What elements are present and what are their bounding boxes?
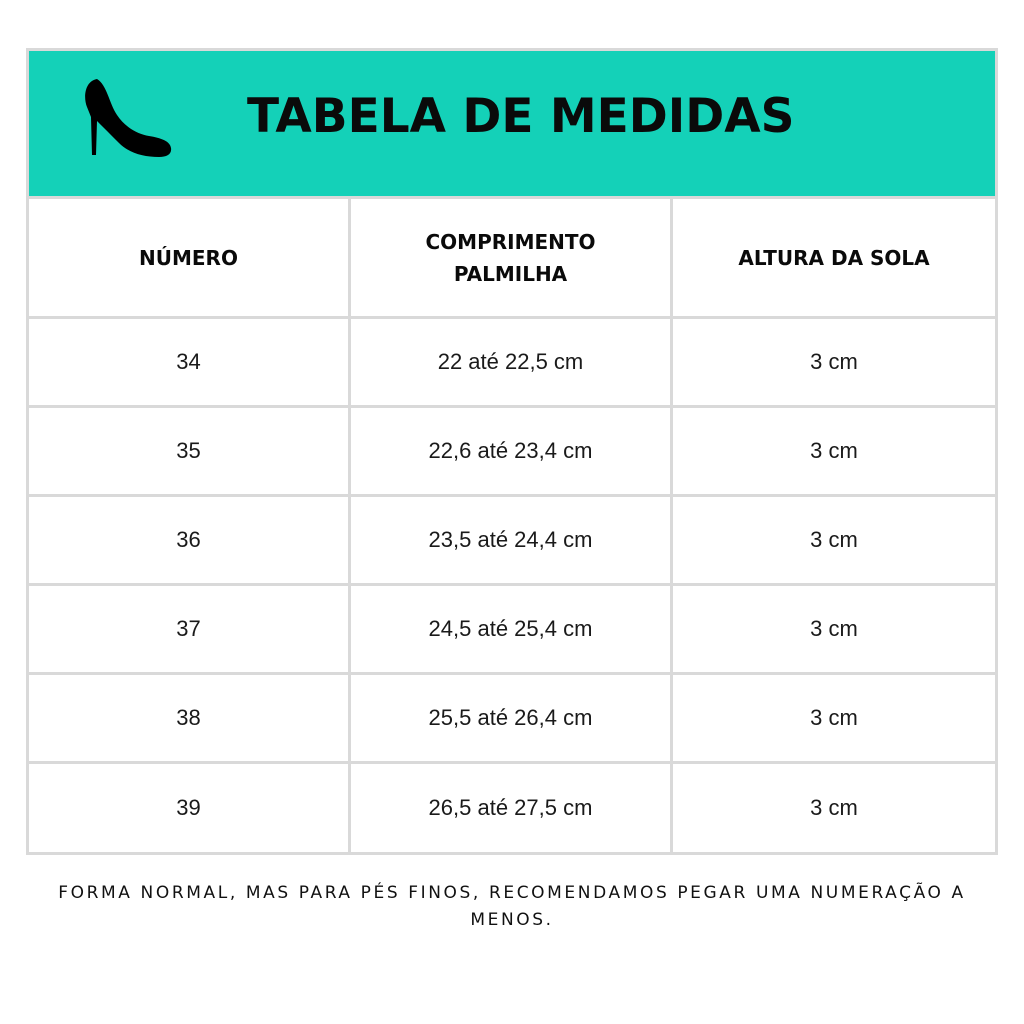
- table-cell-sole-height: 3 cm: [673, 319, 995, 408]
- table-cell-length: 22 até 22,5 cm: [351, 319, 673, 408]
- page-title: TABELA DE MEDIDAS: [247, 89, 795, 144]
- table-cell-size: 34: [29, 319, 351, 408]
- fit-note: FORMA NORMAL, MAS PARA PÉS FINOS, RECOMENDAMOS PEGAR UMA NUMERAÇÃO A MENOS.: [58, 883, 966, 930]
- table-cell-size: 39: [29, 764, 351, 852]
- size-table: [26, 48, 998, 855]
- column-header-numero: NÚMERO: [29, 199, 351, 319]
- table-cell-size: 36: [29, 497, 351, 586]
- table-cell-length: 23,5 até 24,4 cm: [351, 497, 673, 586]
- table-cell-sole-height: 3 cm: [810, 795, 858, 820]
- table-cell-length: 26,5 até 27,5 cm: [351, 764, 673, 852]
- table-cell-sole-height: 3 cm: [673, 408, 995, 497]
- size-grid: [29, 199, 995, 852]
- table-cell-length: 22,6 até 23,4 cm: [351, 408, 673, 497]
- column-header-comprimento: COMPRIMENTO PALMILHA: [351, 199, 673, 319]
- table-cell-size: 38: [29, 675, 351, 764]
- table-cell-sole-height: 3 cm: [673, 586, 995, 675]
- table-cell-sole-height: 3 cm: [673, 497, 995, 586]
- table-cell-length: 25,5 até 26,4 cm: [351, 675, 673, 764]
- table-cell-size: 37: [29, 586, 351, 675]
- table-cell-size: 35: [29, 408, 351, 497]
- high-heel-shoe-icon: [81, 77, 173, 159]
- table-header-band: [29, 51, 995, 199]
- table-cell-sole-height: 3 cm: [673, 675, 995, 764]
- column-header-altura: ALTURA DA SOLA: [673, 199, 995, 319]
- table-cell-length: 24,5 até 25,4 cm: [351, 586, 673, 675]
